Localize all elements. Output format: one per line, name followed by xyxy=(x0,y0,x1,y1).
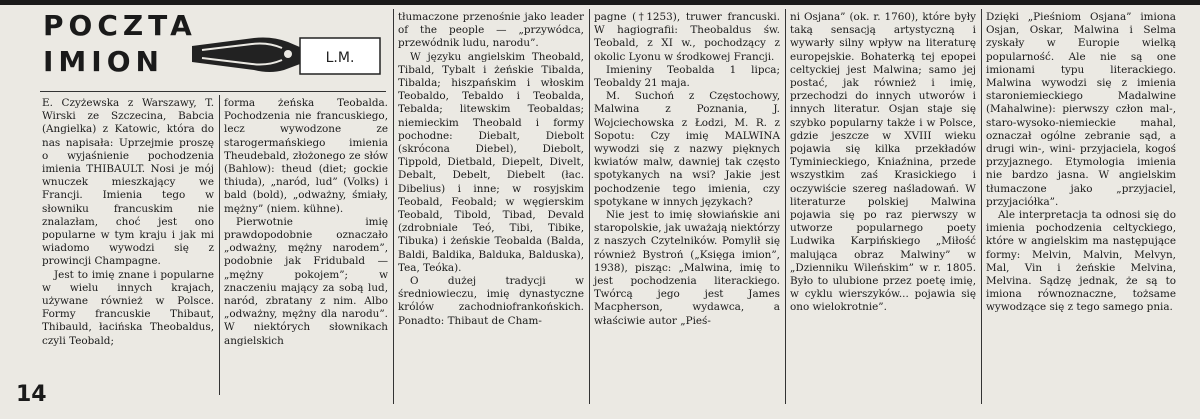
paragraph: Imieniny Teobalda 1 lipca; Teobaldy 21 maja. xyxy=(594,63,780,90)
header-divider xyxy=(40,91,386,92)
paragraph: tłumaczone przenośnie jako leader of the people — „przywódca, przewódnik ludu, narodu”. xyxy=(398,11,584,50)
paragraph: E. Czyżewska z Warszawy, T. Wirski ze Szczecina, Babcia (Angielka) z Katowic, która do nas napisała: Uprzejmie proszę o wyjaśnienie pochodzenia imienia THIBAULT. Nosi je mój wnuczek mieszkający we Francji. Imienia tego w słowniku francuskim nie znalazłam, choć jest ono popularne w tym kraju i jak mi wiadomo wywodzi się z prowincji Champagne. xyxy=(42,97,214,268)
paragraph: W języku angielskim Theobald, Tibald, Tybalt i żeńskie Tibalda, Tibalda; hiszpańskim i włoskim Teobaldo, Tebaldo i Teobalda, Tebalda; litewskim Teobaldas; niemieckim Theobald i formy pochodne: Diebalt, Diebolt (skrócona Diebel), Diebolt, Tippold, Dietbald, Diepelt, Divelt, Debalt, Debelt, Diebelt (łac. Dibelius) i inne; w rosyjskim Teobald, Feobald; w węgierskim Teobald, Tibold, Tibad, Devald (zdrobniale Teó, Tibi, Tibike, Tibuka) i żeńskie Teobalda (Balda, Baldi, Baldika, Balduka, Balduska), Tea, Teóka). xyxy=(398,50,584,274)
paragraph: Nie jest to imię słowiańskie ani staropolskie, jak uważają niektórzy z naszych Czytelników. Pomylił się również Bystroń („Księga imion”, 1938), pisząc: „Malwina, imię to jest pochodzenia literackiego. Twórcą jego jest James Macpherson, wydawca, a właściwie autor „Pieś- xyxy=(594,209,780,327)
column-2 xyxy=(224,97,388,348)
pen-nib-logo xyxy=(192,32,382,80)
column-divider-5 xyxy=(981,9,982,404)
paragraph: Ale interpretacja ta odnosi się do imienia pochodzenia celtyckiego, które w angielskim ma następujące formy: Melvin, Malvin, Melvyn, Mal, Vin i żeńskie Melvina, Melvina. Sądzę jednak, że są to imiona równoznaczne, tożsame wywodzące się z tego samego pnia. xyxy=(986,209,1176,314)
title-line-1: POCZTA xyxy=(43,9,197,42)
column-divider-3 xyxy=(589,9,590,404)
logo-initials: L.M. xyxy=(325,50,355,66)
column-divider-2 xyxy=(393,9,394,404)
paragraph: pagne (†1253), truwer francuski. W hagiografii: Theobaldus św. Teobald, z XI w., pochodzący z okolic Lyonu w środkowej Francji. xyxy=(594,11,780,63)
column-1 xyxy=(42,97,214,348)
paragraph: Dzięki „Pieśniom Osjana” imiona Osjan, Oskar, Malwina i Selma zyskały w Europie wielką popularność. Ale nie są one imionami typu literackiego. Malwina wywodzi się z imienia staroniemieckiego Madalwine (Mahalwine): pierwszy człon mal-, staro-wysoko-niemieckie mahal, oznaczał ogólne zebranie sąd, a drugi win-, wini- przyjaciela, kogoś przyjaznego. Etymologia imienia nie bardzo jasna. W angielskim tłumaczone jako „przyjaciel, przyjaciółka”. xyxy=(986,11,1176,208)
column-5 xyxy=(790,11,976,315)
title-line-2: IMION xyxy=(43,45,164,78)
column-divider-4 xyxy=(785,9,786,404)
paragraph: Pierwotnie imię prawdopodobnie oznaczało „odważny, mężny narodem”, podobnie jak Fridubald — „mężny pokojem”; w znaczeniu mający za sobą lud, naród, zbratany z nim. Albo „odważny, mężny dla narodu”. W niektórych słownikach angielskich xyxy=(224,215,388,347)
column-3 xyxy=(398,11,584,328)
paragraph: Jest to imię znane i popularne w wielu innych krajach, używane również w Polsce. Formy francuskie Thibaut, Thibauld, łacińska Theobaldus, czyli Teobald; xyxy=(42,268,214,347)
paragraph: forma żeńska Teobalda. Pochodzenia nie francuskiego, lecz wywodzone ze starogermańskiego imienia Theudebald, złożonego ze słów (Bahlow): theud (diet; gockie thiuda), „naród, lud” (Volks) i bald (bold), „odważny, śmiały, mężny” (niem. kühne). xyxy=(224,97,388,215)
top-border xyxy=(0,0,1200,5)
column-divider-1 xyxy=(219,95,220,395)
column-6 xyxy=(986,11,1176,315)
page-number: 14 xyxy=(16,382,47,407)
column-title xyxy=(43,8,197,80)
column-4 xyxy=(594,11,780,328)
paragraph: M. Suchoń z Częstochowy, Malwina z Poznania, J. Wojciechowska z Łodzi, M. R. z Sopotu: Czy imię MALWINA wywodzi się z nazwy pięknych kwiatów malw, dawniej tak często spotykanych na wsi? Jakie jest pochodzenie tego imienia, czy spotykane w innych językach? xyxy=(594,90,780,208)
column-5-text: ni Osjana” (ok. r. 1760), które były taką sensacją artystyczną i wywarły silny wpływ na literaturę europejskie. Bohaterką tej epopei celtyckiej jest Malwina; samo jej postać, jak również i imię, przechodzi do innych utworów i innych literatur. Osjan staje się szybko popularny także i w Polsce, gdzie jeszcze w XVIII wieku pojawia się kilka przekładów Tyminieckiego, Kniaźnina, przede wszystkim zaś Krasickiego i oczywiście szereg naśladowań. W literaturze polskiej Malwina pojawia się po raz pierwszy w utworze popularnego poety Ludwika Karpińskiego „Miłość malująca obraz Malwiny” w „Dzienniku Wileńskim” w r. 1805. Było to ulubione przez poetę imię, w cyklu wierszyków... pojawia się ono wielokrotnie”. xyxy=(790,11,976,314)
paragraph: O dużej tradycji w średniowieczu, imię dynastyczne królów zachodniofrankońskich. Ponadto: Thibaut de Cham- xyxy=(398,275,584,327)
